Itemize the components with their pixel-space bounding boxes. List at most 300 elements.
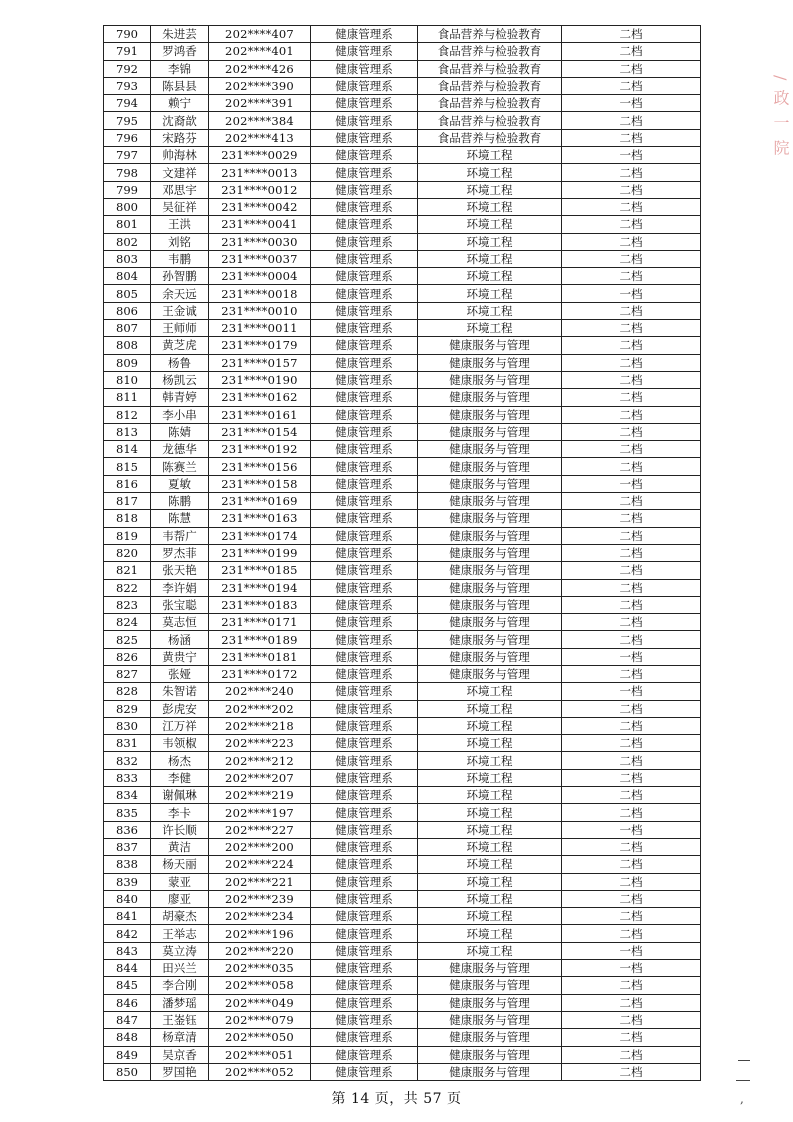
student-name-cell: 宋路芬 — [151, 129, 209, 146]
row-number-cell: 802 — [104, 233, 151, 250]
student-id-cell: 231****0171 — [209, 614, 311, 631]
student-name-cell: 韦鹏 — [151, 250, 209, 267]
table-row — [104, 752, 701, 769]
major-cell: 环境工程 — [418, 320, 562, 337]
student-id-cell: 202****224 — [209, 856, 311, 873]
department-cell: 健康管理系 — [311, 43, 418, 60]
aid-level-cell: 二档 — [562, 596, 701, 613]
department-cell: 健康管理系 — [311, 285, 418, 302]
row-number-cell: 824 — [104, 614, 151, 631]
row-number-cell: 799 — [104, 181, 151, 198]
student-name-cell: 陈慧 — [151, 510, 209, 527]
row-number-cell: 828 — [104, 683, 151, 700]
student-id-cell: 202****223 — [209, 735, 311, 752]
aid-level-cell: 二档 — [562, 890, 701, 907]
department-cell: 健康管理系 — [311, 371, 418, 388]
major-cell: 健康服务与管理 — [418, 493, 562, 510]
student-name-cell: 朱智诺 — [151, 683, 209, 700]
aid-level-cell: 一档 — [562, 960, 701, 977]
aid-level-cell: 二档 — [562, 977, 701, 994]
student-id-cell: 202****240 — [209, 683, 311, 700]
table-row — [104, 735, 701, 752]
student-id-cell: 202****207 — [209, 769, 311, 786]
aid-level-cell: 二档 — [562, 700, 701, 717]
student-id-cell: 231****0042 — [209, 198, 311, 215]
student-id-cell: 202****049 — [209, 994, 311, 1011]
table-row — [104, 821, 701, 838]
department-cell: 健康管理系 — [311, 648, 418, 665]
table-row — [104, 1046, 701, 1063]
table-row — [104, 337, 701, 354]
student-name-cell: 王洪 — [151, 216, 209, 233]
student-name-cell: 吴征祥 — [151, 198, 209, 215]
red-seal-fragment: / 政 一 院 — [771, 75, 790, 158]
row-number-cell: 835 — [104, 804, 151, 821]
table-row — [104, 631, 701, 648]
table-row — [104, 510, 701, 527]
student-name-cell: 陈赛兰 — [151, 458, 209, 475]
student-name-cell: 谢佩琳 — [151, 787, 209, 804]
aid-level-cell: 二档 — [562, 198, 701, 215]
department-cell: 健康管理系 — [311, 95, 418, 112]
table-row — [104, 268, 701, 285]
department-cell: 健康管理系 — [311, 631, 418, 648]
table-row — [104, 856, 701, 873]
major-cell: 健康服务与管理 — [418, 544, 562, 561]
student-name-cell: 杨鲁 — [151, 354, 209, 371]
major-cell: 健康服务与管理 — [418, 994, 562, 1011]
table-row — [104, 942, 701, 959]
student-id-cell: 202****197 — [209, 804, 311, 821]
table-row — [104, 181, 701, 198]
table-row — [104, 26, 701, 43]
row-number-cell: 832 — [104, 752, 151, 769]
student-name-cell: 杨杰 — [151, 752, 209, 769]
major-cell: 环境工程 — [418, 250, 562, 267]
department-cell: 健康管理系 — [311, 769, 418, 786]
student-id-cell: 202****401 — [209, 43, 311, 60]
student-roster-table — [103, 25, 701, 1081]
table-row — [104, 112, 701, 129]
margin-speck: , — [740, 1092, 744, 1106]
student-id-cell: 202****200 — [209, 838, 311, 855]
student-id-cell: 231****0174 — [209, 527, 311, 544]
major-cell: 健康服务与管理 — [418, 406, 562, 423]
student-id-cell: 231****0029 — [209, 147, 311, 164]
table-row — [104, 717, 701, 734]
student-name-cell: 王师师 — [151, 320, 209, 337]
major-cell: 环境工程 — [418, 838, 562, 855]
table-row — [104, 371, 701, 388]
table-row — [104, 423, 701, 440]
student-name-cell: 张天艳 — [151, 562, 209, 579]
student-id-cell: 231****0169 — [209, 493, 311, 510]
department-cell: 健康管理系 — [311, 856, 418, 873]
student-id-cell: 202****391 — [209, 95, 311, 112]
department-cell: 健康管理系 — [311, 925, 418, 942]
row-number-cell: 816 — [104, 475, 151, 492]
student-id-cell: 231****0012 — [209, 181, 311, 198]
major-cell: 健康服务与管理 — [418, 596, 562, 613]
major-cell: 环境工程 — [418, 908, 562, 925]
aid-level-cell: 二档 — [562, 787, 701, 804]
major-cell: 健康服务与管理 — [418, 510, 562, 527]
row-number-cell: 795 — [104, 112, 151, 129]
table-row — [104, 1029, 701, 1046]
major-cell: 健康服务与管理 — [418, 977, 562, 994]
row-number-cell: 846 — [104, 994, 151, 1011]
major-cell: 环境工程 — [418, 198, 562, 215]
aid-level-cell: 二档 — [562, 423, 701, 440]
student-id-cell: 202****218 — [209, 717, 311, 734]
aid-level-cell: 二档 — [562, 112, 701, 129]
student-name-cell: 邓思宇 — [151, 181, 209, 198]
major-cell: 环境工程 — [418, 856, 562, 873]
major-cell: 健康服务与管理 — [418, 458, 562, 475]
department-cell: 健康管理系 — [311, 302, 418, 319]
row-number-cell: 827 — [104, 665, 151, 682]
row-number-cell: 809 — [104, 354, 151, 371]
aid-level-cell: 二档 — [562, 77, 701, 94]
department-cell: 健康管理系 — [311, 60, 418, 77]
row-number-cell: 826 — [104, 648, 151, 665]
department-cell: 健康管理系 — [311, 320, 418, 337]
row-number-cell: 822 — [104, 579, 151, 596]
student-id-cell: 202****234 — [209, 908, 311, 925]
row-number-cell: 804 — [104, 268, 151, 285]
table-row — [104, 216, 701, 233]
table-row — [104, 960, 701, 977]
table-row — [104, 250, 701, 267]
row-number-cell: 833 — [104, 769, 151, 786]
department-cell: 健康管理系 — [311, 544, 418, 561]
department-cell: 健康管理系 — [311, 579, 418, 596]
row-number-cell: 818 — [104, 510, 151, 527]
student-id-cell: 202****058 — [209, 977, 311, 994]
student-id-cell: 202****051 — [209, 1046, 311, 1063]
department-cell: 健康管理系 — [311, 1029, 418, 1046]
student-id-cell: 202****052 — [209, 1063, 311, 1080]
table-row — [104, 769, 701, 786]
aid-level-cell: 一档 — [562, 683, 701, 700]
aid-level-cell: 二档 — [562, 735, 701, 752]
student-name-cell: 廖亚 — [151, 890, 209, 907]
department-cell: 健康管理系 — [311, 614, 418, 631]
table-row — [104, 164, 701, 181]
row-number-cell: 807 — [104, 320, 151, 337]
major-cell: 食品营养与检验教育 — [418, 60, 562, 77]
student-id-cell: 231****0199 — [209, 544, 311, 561]
student-id-cell: 231****0192 — [209, 441, 311, 458]
row-number-cell: 811 — [104, 389, 151, 406]
student-id-cell: 202****196 — [209, 925, 311, 942]
department-cell: 健康管理系 — [311, 389, 418, 406]
table-row — [104, 233, 701, 250]
student-id-cell: 231****0181 — [209, 648, 311, 665]
major-cell: 健康服务与管理 — [418, 648, 562, 665]
table-row — [104, 302, 701, 319]
student-id-cell: 202****239 — [209, 890, 311, 907]
row-number-cell: 801 — [104, 216, 151, 233]
student-id-cell: 202****384 — [209, 112, 311, 129]
major-cell: 环境工程 — [418, 233, 562, 250]
student-id-cell: 231****0194 — [209, 579, 311, 596]
aid-level-cell: 一档 — [562, 648, 701, 665]
department-cell: 健康管理系 — [311, 164, 418, 181]
student-name-cell: 沈裔歆 — [151, 112, 209, 129]
department-cell: 健康管理系 — [311, 1046, 418, 1063]
row-number-cell: 842 — [104, 925, 151, 942]
major-cell: 环境工程 — [418, 164, 562, 181]
student-id-cell: 202****390 — [209, 77, 311, 94]
table-row — [104, 354, 701, 371]
aid-level-cell: 一档 — [562, 475, 701, 492]
student-name-cell: 韩青婷 — [151, 389, 209, 406]
major-cell: 健康服务与管理 — [418, 475, 562, 492]
department-cell: 健康管理系 — [311, 423, 418, 440]
department-cell: 健康管理系 — [311, 717, 418, 734]
aid-level-cell: 二档 — [562, 994, 701, 1011]
department-cell: 健康管理系 — [311, 804, 418, 821]
student-name-cell: 帅海林 — [151, 147, 209, 164]
table-row — [104, 320, 701, 337]
row-number-cell: 796 — [104, 129, 151, 146]
row-number-cell: 840 — [104, 890, 151, 907]
aid-level-cell: 二档 — [562, 233, 701, 250]
table-row — [104, 700, 701, 717]
major-cell: 健康服务与管理 — [418, 371, 562, 388]
student-name-cell: 李许娟 — [151, 579, 209, 596]
student-id-cell: 231****0004 — [209, 268, 311, 285]
table-row — [104, 95, 701, 112]
table-row — [104, 787, 701, 804]
student-name-cell: 陈婧 — [151, 423, 209, 440]
row-number-cell: 794 — [104, 95, 151, 112]
row-number-cell: 829 — [104, 700, 151, 717]
major-cell: 食品营养与检验教育 — [418, 43, 562, 60]
department-cell: 健康管理系 — [311, 735, 418, 752]
aid-level-cell: 二档 — [562, 60, 701, 77]
row-number-cell: 808 — [104, 337, 151, 354]
major-cell: 环境工程 — [418, 268, 562, 285]
aid-level-cell: 二档 — [562, 320, 701, 337]
aid-level-cell: 二档 — [562, 544, 701, 561]
row-number-cell: 849 — [104, 1046, 151, 1063]
table-row — [104, 147, 701, 164]
row-number-cell: 830 — [104, 717, 151, 734]
student-name-cell: 王崟钰 — [151, 1011, 209, 1028]
table-row — [104, 614, 701, 631]
major-cell: 环境工程 — [418, 683, 562, 700]
aid-level-cell: 二档 — [562, 804, 701, 821]
table-row — [104, 544, 701, 561]
row-number-cell: 847 — [104, 1011, 151, 1028]
student-name-cell: 杨天丽 — [151, 856, 209, 873]
table-row — [104, 406, 701, 423]
major-cell: 健康服务与管理 — [418, 1046, 562, 1063]
margin-mark — [736, 1080, 750, 1081]
department-cell: 健康管理系 — [311, 665, 418, 682]
student-name-cell: 李锦 — [151, 60, 209, 77]
department-cell: 健康管理系 — [311, 268, 418, 285]
aid-level-cell: 二档 — [562, 1063, 701, 1080]
major-cell: 健康服务与管理 — [418, 665, 562, 682]
major-cell: 环境工程 — [418, 821, 562, 838]
major-cell: 环境工程 — [418, 925, 562, 942]
department-cell: 健康管理系 — [311, 596, 418, 613]
aid-level-cell: 二档 — [562, 268, 701, 285]
table-row — [104, 994, 701, 1011]
aid-level-cell: 一档 — [562, 95, 701, 112]
department-cell: 健康管理系 — [311, 787, 418, 804]
department-cell: 健康管理系 — [311, 873, 418, 890]
row-number-cell: 800 — [104, 198, 151, 215]
student-id-cell: 231****0172 — [209, 665, 311, 682]
major-cell: 环境工程 — [418, 700, 562, 717]
row-number-cell: 834 — [104, 787, 151, 804]
department-cell: 健康管理系 — [311, 1011, 418, 1028]
student-name-cell: 文建祥 — [151, 164, 209, 181]
row-number-cell: 797 — [104, 147, 151, 164]
aid-level-cell: 二档 — [562, 493, 701, 510]
department-cell: 健康管理系 — [311, 838, 418, 855]
department-cell: 健康管理系 — [311, 250, 418, 267]
aid-level-cell: 二档 — [562, 1029, 701, 1046]
table-row — [104, 285, 701, 302]
department-cell: 健康管理系 — [311, 441, 418, 458]
roster-body — [104, 26, 701, 1081]
table-row — [104, 129, 701, 146]
major-cell: 环境工程 — [418, 787, 562, 804]
major-cell: 食品营养与检验教育 — [418, 129, 562, 146]
department-cell: 健康管理系 — [311, 233, 418, 250]
student-id-cell: 202****227 — [209, 821, 311, 838]
student-name-cell: 罗国艳 — [151, 1063, 209, 1080]
major-cell: 健康服务与管理 — [418, 631, 562, 648]
student-name-cell: 孙智鹏 — [151, 268, 209, 285]
table-row — [104, 908, 701, 925]
row-number-cell: 817 — [104, 493, 151, 510]
table-row — [104, 493, 701, 510]
aid-level-cell: 二档 — [562, 908, 701, 925]
department-cell: 健康管理系 — [311, 562, 418, 579]
row-number-cell: 813 — [104, 423, 151, 440]
department-cell: 健康管理系 — [311, 181, 418, 198]
student-name-cell: 李合刚 — [151, 977, 209, 994]
department-cell: 健康管理系 — [311, 493, 418, 510]
student-id-cell: 231****0189 — [209, 631, 311, 648]
aid-level-cell: 二档 — [562, 406, 701, 423]
aid-level-cell: 二档 — [562, 631, 701, 648]
major-cell: 环境工程 — [418, 181, 562, 198]
row-number-cell: 792 — [104, 60, 151, 77]
department-cell: 健康管理系 — [311, 977, 418, 994]
student-name-cell: 黄贵宁 — [151, 648, 209, 665]
major-cell: 环境工程 — [418, 873, 562, 890]
aid-level-cell: 二档 — [562, 769, 701, 786]
row-number-cell: 814 — [104, 441, 151, 458]
student-name-cell: 吴京香 — [151, 1046, 209, 1063]
student-id-cell: 202****212 — [209, 752, 311, 769]
table-row — [104, 890, 701, 907]
aid-level-cell: 二档 — [562, 371, 701, 388]
table-row — [104, 838, 701, 855]
table-row — [104, 804, 701, 821]
major-cell: 环境工程 — [418, 804, 562, 821]
student-id-cell: 231****0185 — [209, 562, 311, 579]
student-name-cell: 黄洁 — [151, 838, 209, 855]
student-id-cell: 231****0156 — [209, 458, 311, 475]
major-cell: 环境工程 — [418, 890, 562, 907]
aid-level-cell: 二档 — [562, 510, 701, 527]
department-cell: 健康管理系 — [311, 527, 418, 544]
major-cell: 环境工程 — [418, 717, 562, 734]
aid-level-cell: 二档 — [562, 441, 701, 458]
major-cell: 环境工程 — [418, 769, 562, 786]
aid-level-cell: 二档 — [562, 26, 701, 43]
table-row — [104, 77, 701, 94]
table-row — [104, 562, 701, 579]
student-name-cell: 韦帮广 — [151, 527, 209, 544]
student-name-cell: 杨章清 — [151, 1029, 209, 1046]
aid-level-cell: 二档 — [562, 181, 701, 198]
department-cell: 健康管理系 — [311, 510, 418, 527]
student-id-cell: 202****035 — [209, 960, 311, 977]
student-name-cell: 李小串 — [151, 406, 209, 423]
student-name-cell: 田兴兰 — [151, 960, 209, 977]
student-id-cell: 231****0010 — [209, 302, 311, 319]
page-footer: 第 14 页，共 57 页 — [331, 1091, 462, 1107]
table-row — [104, 475, 701, 492]
table-row — [104, 579, 701, 596]
table-row — [104, 198, 701, 215]
row-number-cell: 805 — [104, 285, 151, 302]
department-cell: 健康管理系 — [311, 112, 418, 129]
major-cell: 环境工程 — [418, 735, 562, 752]
aid-level-cell: 一档 — [562, 285, 701, 302]
row-number-cell: 819 — [104, 527, 151, 544]
student-name-cell: 彭虎安 — [151, 700, 209, 717]
student-name-cell: 潘梦瑶 — [151, 994, 209, 1011]
student-name-cell: 朱进芸 — [151, 26, 209, 43]
aid-level-cell: 二档 — [562, 838, 701, 855]
aid-level-cell: 二档 — [562, 1046, 701, 1063]
student-name-cell: 黄芝虎 — [151, 337, 209, 354]
department-cell: 健康管理系 — [311, 129, 418, 146]
department-cell: 健康管理系 — [311, 942, 418, 959]
student-name-cell: 张娅 — [151, 665, 209, 682]
student-id-cell: 231****0183 — [209, 596, 311, 613]
row-number-cell: 836 — [104, 821, 151, 838]
aid-level-cell: 一档 — [562, 942, 701, 959]
major-cell: 环境工程 — [418, 302, 562, 319]
major-cell: 环境工程 — [418, 942, 562, 959]
row-number-cell: 815 — [104, 458, 151, 475]
major-cell: 健康服务与管理 — [418, 960, 562, 977]
aid-level-cell: 二档 — [562, 925, 701, 942]
row-number-cell: 798 — [104, 164, 151, 181]
student-name-cell: 江万祥 — [151, 717, 209, 734]
student-name-cell: 王金诚 — [151, 302, 209, 319]
aid-level-cell: 二档 — [562, 665, 701, 682]
aid-level-cell: 二档 — [562, 43, 701, 60]
row-number-cell: 841 — [104, 908, 151, 925]
aid-level-cell: 二档 — [562, 302, 701, 319]
major-cell: 健康服务与管理 — [418, 1063, 562, 1080]
student-name-cell: 余天远 — [151, 285, 209, 302]
aid-level-cell: 二档 — [562, 752, 701, 769]
department-cell: 健康管理系 — [311, 683, 418, 700]
